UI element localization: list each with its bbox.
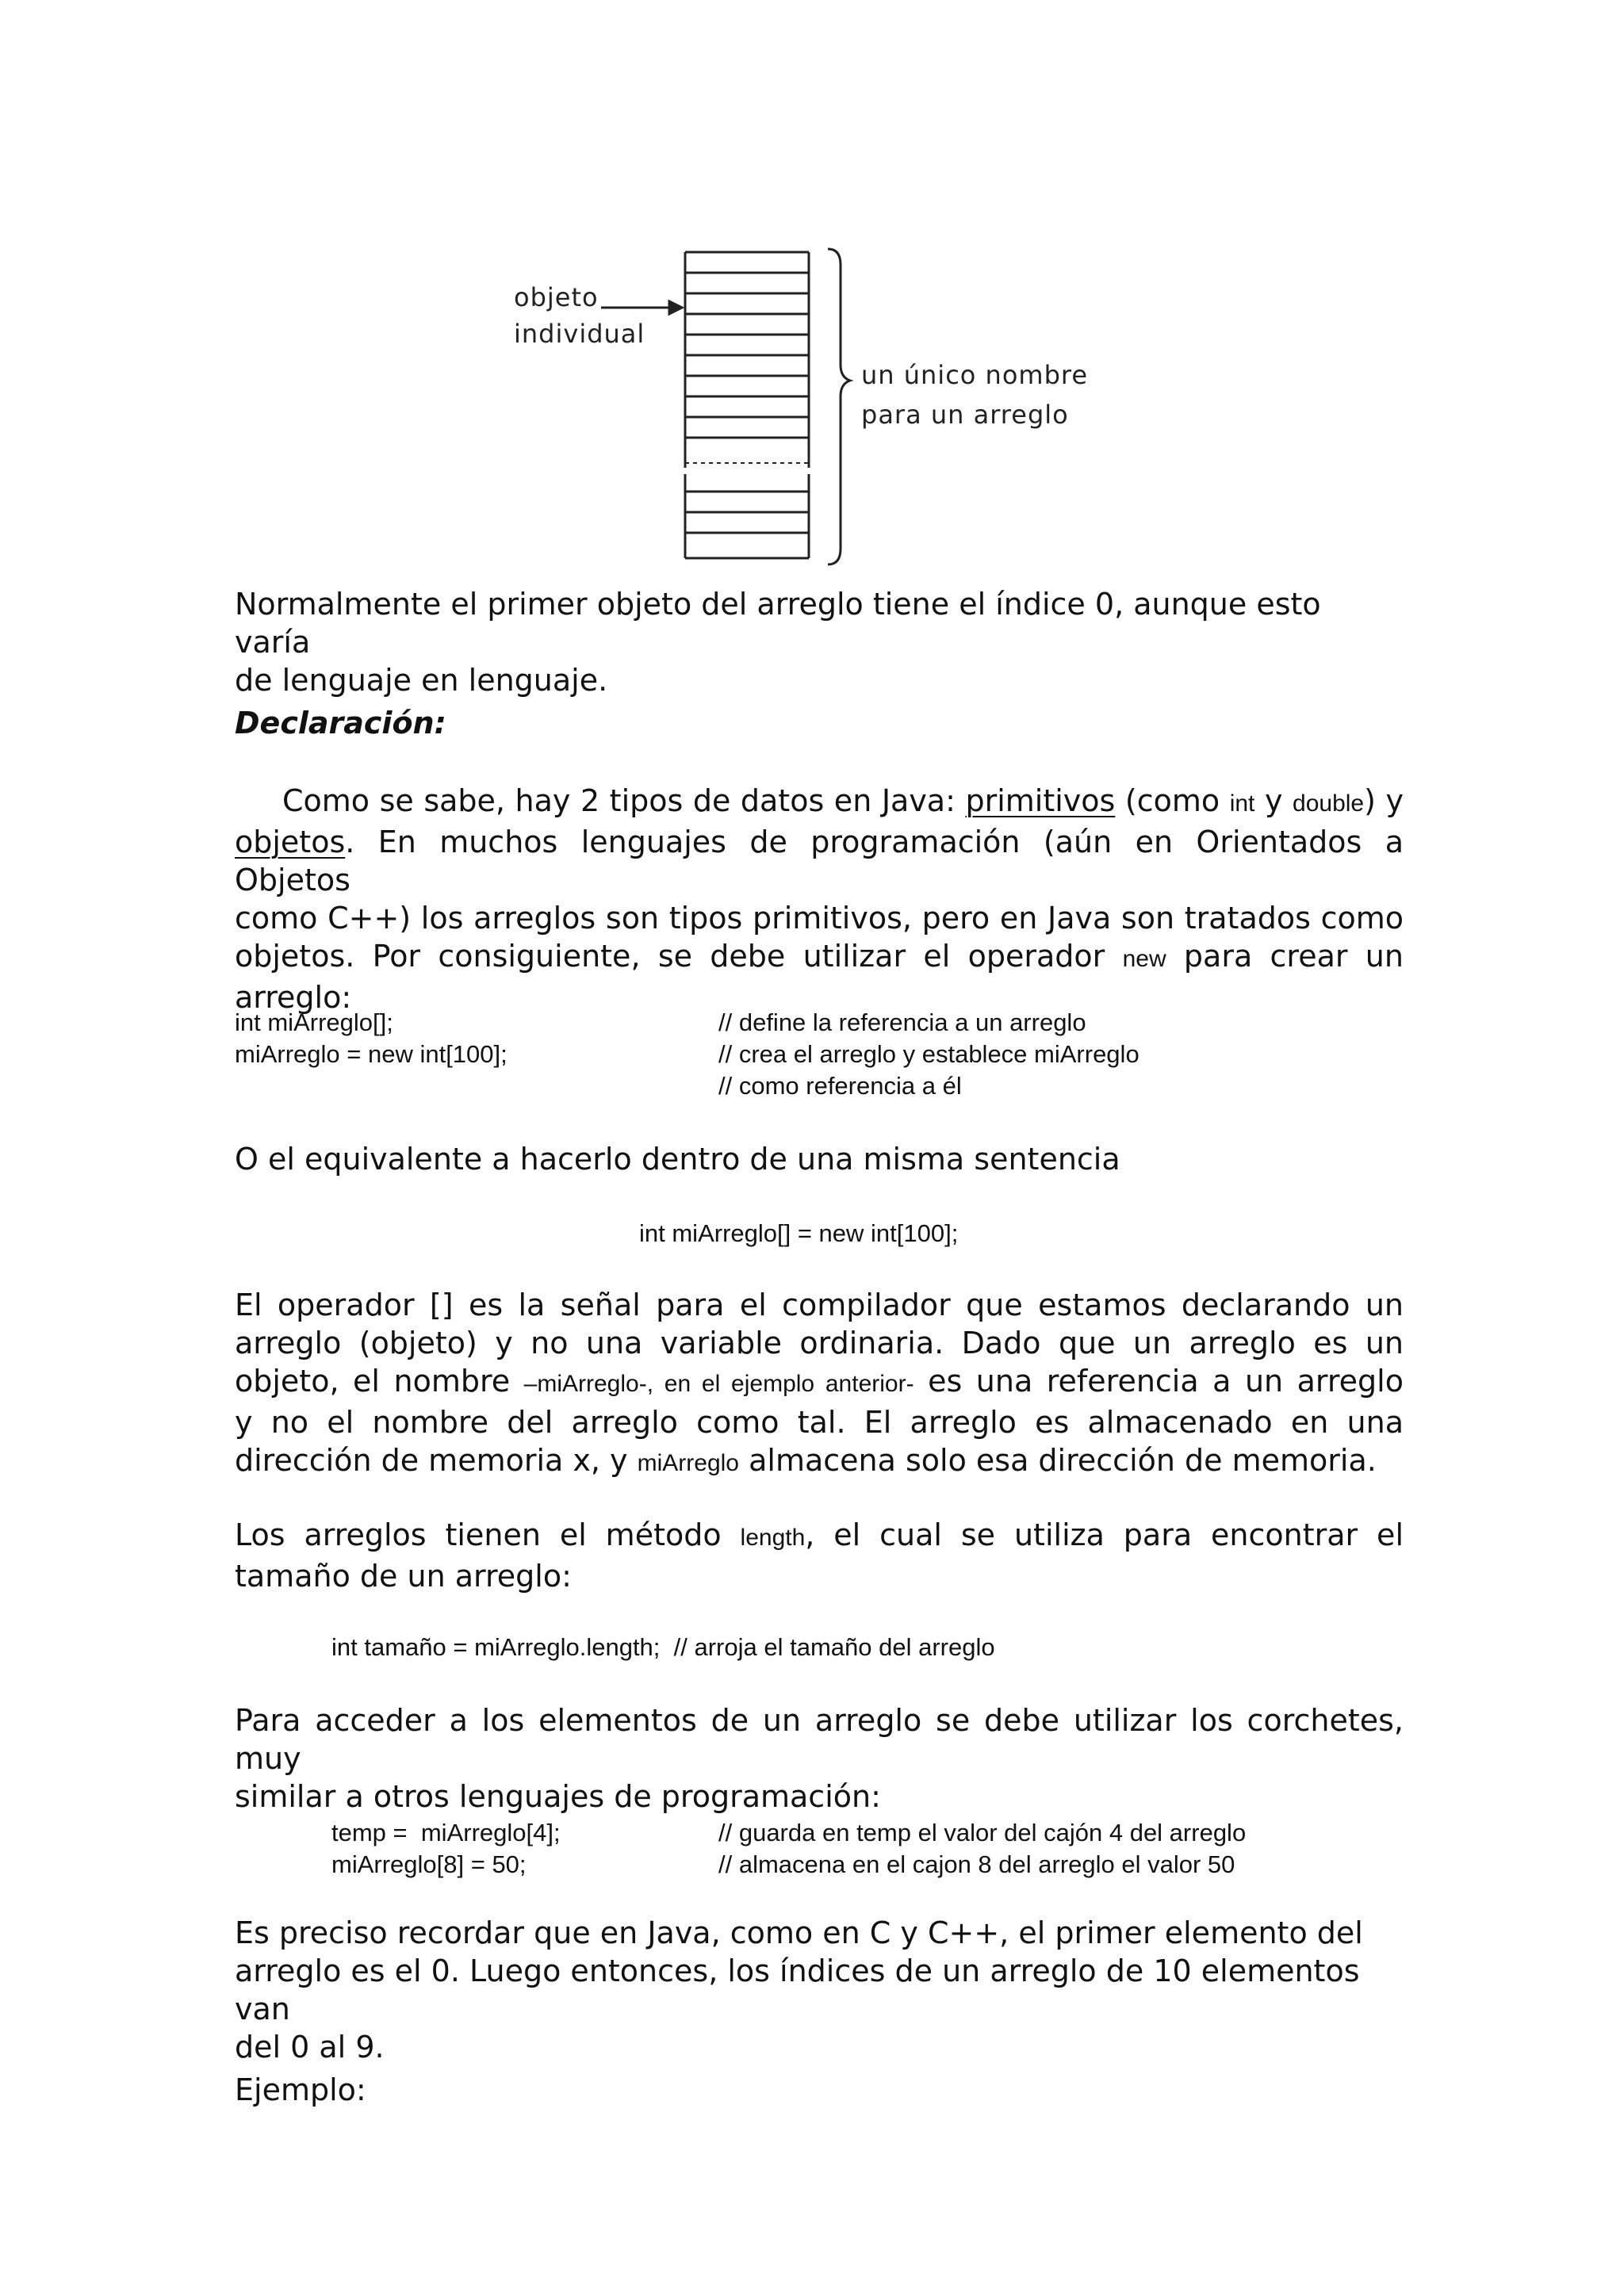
paragraph-line [235, 1516, 1404, 1557]
paragraph-line [235, 937, 1404, 978]
code-line-single: int miArreglo[] = new int[100]; [639, 1219, 959, 1247]
brace-icon [828, 249, 850, 564]
inline-code: –miArreglo-, en el ejemplo anterior- [523, 1371, 914, 1397]
diagram-label-nombre: un único nombre [861, 360, 1089, 390]
paragraph-line: y no el nombre del arreglo como tal. El arreglo es almacenado en una [235, 1405, 1404, 1440]
code-comment: // define la referencia a un arreglo [718, 1008, 1086, 1036]
paragraph-indices [235, 1914, 1404, 2066]
inline-code: miArreglo [637, 1450, 739, 1476]
text-run: . En muchos lenguajes de programación (aún en Orientados a Objetos [235, 825, 1404, 897]
diagram-label-arreglo: para un arreglo [861, 400, 1069, 430]
text-run: Los arreglos tienen el método [235, 1517, 722, 1552]
text-run: objetos. Por consiguiente, se debe utilizar el operador [235, 939, 1105, 974]
code-comment: // almacena en el cajon 8 del arreglo el valor 50 [718, 1850, 1235, 1878]
code-line-length: int tamaño = miArreglo.length; // arroja el tamaño del arreglo [331, 1633, 995, 1661]
paragraph-operador [235, 1286, 1404, 1483]
paragraph-line [235, 823, 1404, 899]
text-run: para crear un [1183, 939, 1404, 974]
diagram-label-individual: individual [514, 319, 645, 349]
code-comment: // guarda en temp el valor del cajón 4 del arreglo [718, 1819, 1247, 1846]
paragraph-equivalente: O el equivalente a hacerlo dentro de una misma sentencia [235, 1142, 1120, 1177]
paragraph-acceder [235, 1701, 1404, 1816]
inline-code: int [1229, 790, 1255, 817]
code-comment: // crea el arreglo y establece miArreglo [718, 1040, 1139, 1068]
paragraph-intro [235, 585, 1404, 699]
paragraph-line: El operador [] es la señal para el compilador que estamos declarando un [235, 1288, 1404, 1322]
paragraph-line: arreglo: [235, 980, 352, 1015]
inline-code: double [1293, 790, 1365, 817]
paragraph-line: como C++) los arreglos son tipos primitivos, pero en Java son tratados como [235, 901, 1404, 936]
text-run: ) y [1364, 783, 1404, 818]
array-diagram [492, 238, 1142, 579]
text-run: , el cual se utiliza para encontrar el [805, 1517, 1404, 1552]
paragraph-line [235, 1362, 1404, 1403]
text-run: y [1264, 783, 1283, 818]
code-block-acceso [331, 1817, 561, 1881]
code-comments-acceso [718, 1817, 1246, 1881]
paragraph-line: similar a otros lenguajes de programación: [235, 1779, 881, 1814]
arrow-icon [601, 301, 682, 314]
code-comments-declaracion [718, 1007, 1139, 1102]
code-line: miArreglo = new int[100]; [235, 1040, 508, 1068]
paragraph-line: tamaño de un arreglo: [235, 1559, 572, 1594]
paragraph-line: Normalmente el primer objeto del arreglo tiene el índice 0, aunque esto varía [235, 587, 1321, 660]
paragraph-line: Es preciso recordar que en Java, como en C y C++, el primer elemento del [235, 1915, 1363, 1950]
section-heading: Declaración: [235, 706, 446, 740]
text-run: almacena solo esa dirección de memoria. [749, 1443, 1377, 1478]
paragraph-line [235, 1441, 1404, 1483]
code-line: miArreglo[8] = 50; [331, 1850, 527, 1878]
text-run: es una referencia a un arreglo [928, 1364, 1404, 1399]
paragraph-line: Para acceder a los elementos de un arreglo se debe utilizar los corchetes, muy [235, 1703, 1404, 1776]
code-comment: // como referencia a él [718, 1072, 962, 1100]
paragraph-line: arreglo (objeto) y no una variable ordinaria. Dado que un arreglo es un [235, 1326, 1404, 1360]
paragraph-tipos [235, 782, 1404, 1016]
link-primitivos: primitivos [965, 783, 1116, 818]
link-objetos: objetos [235, 825, 346, 859]
text-run: Como se sabe, hay 2 tipos de datos en Java: [282, 783, 956, 818]
paragraph-line: de lenguaje en lenguaje. [235, 663, 608, 698]
inline-code: length [740, 1525, 806, 1551]
paragraph-line: arreglo es el 0. Luego entonces, los índices de un arreglo de 10 elementos van [235, 1954, 1360, 2026]
diagram-label-objeto: objeto [514, 282, 599, 312]
paragraph-length [235, 1516, 1404, 1595]
paragraph-line: del 0 al 9. [235, 2030, 385, 2064]
array-cells [685, 252, 809, 558]
code-line: temp = miArreglo[4]; [331, 1819, 561, 1846]
code-line: int miArreglo[]; [235, 1008, 393, 1036]
inline-code: new [1122, 946, 1166, 972]
ejemplo-label: Ejemplo: [235, 2072, 366, 2107]
code-block-declaracion [235, 1007, 508, 1070]
text-run: dirección de memoria x, y [235, 1443, 628, 1478]
text-run: (como [1124, 783, 1220, 818]
text-run: objeto, el nombre [235, 1364, 511, 1399]
paragraph-line [235, 782, 1404, 823]
